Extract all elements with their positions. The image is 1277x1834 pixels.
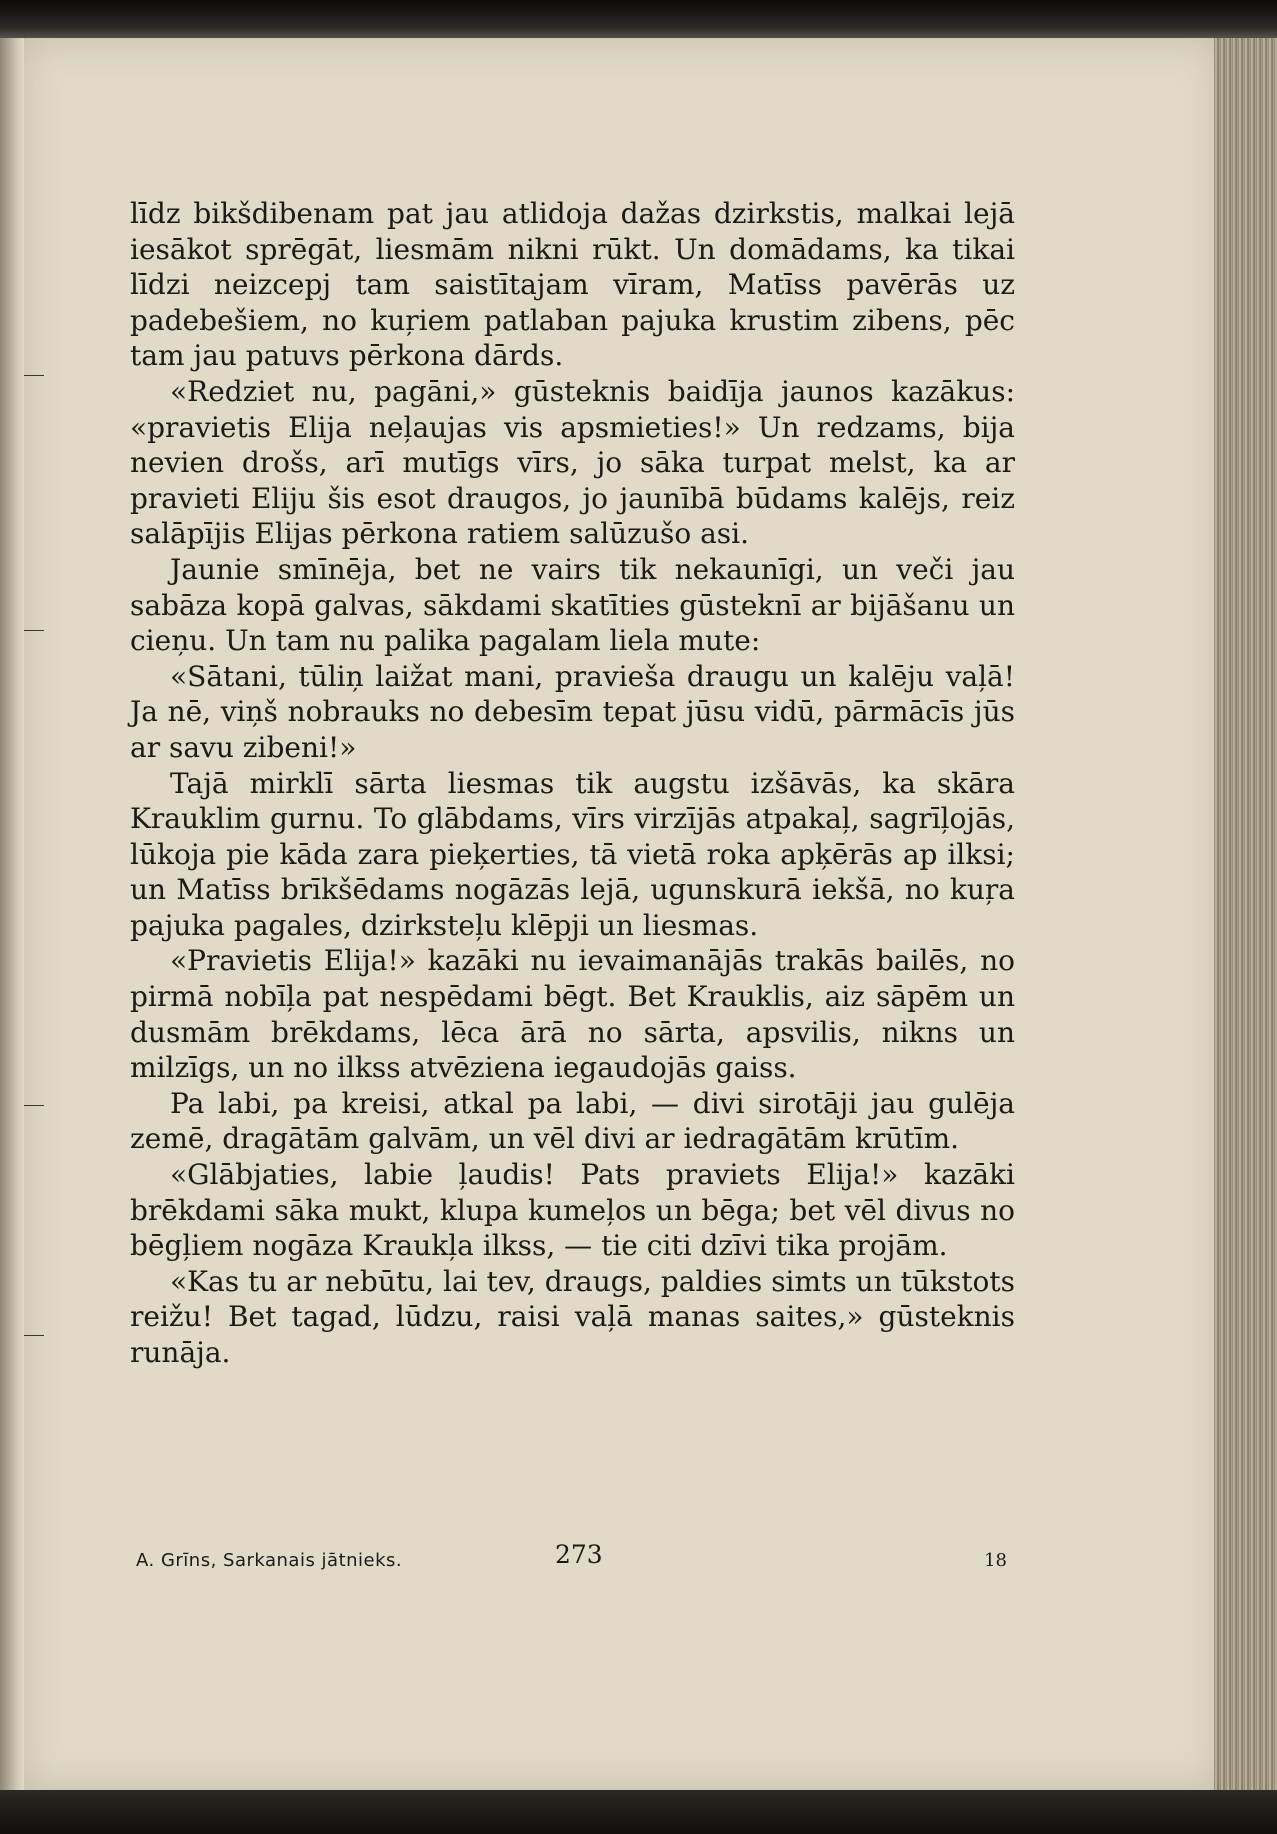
- page-fore-edge: [1214, 38, 1277, 1790]
- paragraph: Pa labi, pa kreisi, atkal pa labi, — divi sirotāji jau gulēja zemē, dragātām galvām, un vēl divi ar iedragātām krūtīm.: [130, 1086, 1015, 1156]
- footer-author-title: A. Grīns, Sarkanais jātnieks.: [136, 1550, 403, 1571]
- paragraph: «Sātani, tūliņ laižat mani, pravieša draugu un kalēju vaļā! Ja nē, viņš nobrauks no debesīm tepat jūsu vidū, pārmācīs jūs ar savu zibeni!»: [130, 659, 1015, 764]
- gutter-mark: [24, 1335, 44, 1336]
- paragraph: Tajā mirklī sārta liesmas tik augstu izšāvās, ka skāra Krauklim gurnu. To glābdams, vīrs virzījās atpakaļ, sagrīļojās, lūkoja pie kāda zara pieķerties, tā vietā roka apķērās ap ilksi; un Matīss brīkšēdams nogāzās lejā, ugunskurā iekšā, no kuŗa pajuka pagales, dzirksteļu klēpji un liesmas.: [130, 766, 1015, 942]
- page-footer: [130, 1540, 1015, 1580]
- book-top-edge: [0, 0, 1277, 38]
- page-number: 273: [555, 1540, 603, 1569]
- paragraph: līdz bikšdibenam pat jau atlidoja dažas dzirkstis, malkai lejā iesākot sprēgāt, liesmām nikni rūkt. Un domādams, ka tikai līdzi neizcepj tam saistītajam vīram, Matīss pavērās uz padebešiem, no kuŗiem patlaban pajuka krustim zibens, pēc tam jau patuvs pērkona dārds.: [130, 197, 1015, 373]
- paragraph: Jaunie smīnēja, bet ne vairs tik nekaunīgi, un veči jau sabāza kopā galvas, sākdami skatīties gūsteknī ar bijāšanu un cieņu. Un tam nu palika pagalam liela mute:: [130, 552, 1015, 658]
- body-text: [130, 196, 1015, 1371]
- gutter-mark: [24, 630, 44, 631]
- book-bottom-edge: [0, 1790, 1277, 1834]
- page-gutter: [0, 38, 24, 1790]
- gutter-mark: [24, 1105, 44, 1106]
- paragraph: «Redziet nu, pagāni,» gūsteknis baidīja jaunos kazākus: «pravietis Elija neļaujas vis apsmieties!» Un redzams, bija nevien drošs, arī mutīgs vīrs, jo sāka turpat melst, ka ar pravieti Eliju šis esot draugos, jo jaunībā būdams kalējs, reiz salāpījis Elijas pērkona ratiem salūzušo asi.: [130, 374, 1015, 551]
- gutter-mark: [24, 375, 44, 376]
- paragraph: «Kas tu ar nebūtu, lai tev, draugs, paldies simts un tūkstots reižu! Bet tagad, lūdzu, raisi vaļā manas saites,» gūsteknis runāja.: [130, 1264, 1015, 1369]
- paragraph: «Pravietis Elija!» kazāki nu ievaimanājās trakās bailēs, no pirmā nobīļa pat nespēdami bēgt. Bet Krauklis, aiz sāpēm un dusmām brēkdams, lēca ārā no sārta, apsvilis, nikns un milzīgs, un no ilkss atvēziena iegaudojās gaiss.: [130, 944, 1015, 1085]
- signature-mark: 18: [984, 1550, 1007, 1571]
- paragraph: «Glābjaties, labie ļaudis! Pats praviets Elija!» kazāki brēkdami sāka mukt, klupa kumeļos un bēga; bet vēl divus no bēgļiem nogāza Kraukļa ilkss, — tie citi dzīvi tika projām.: [130, 1158, 1015, 1263]
